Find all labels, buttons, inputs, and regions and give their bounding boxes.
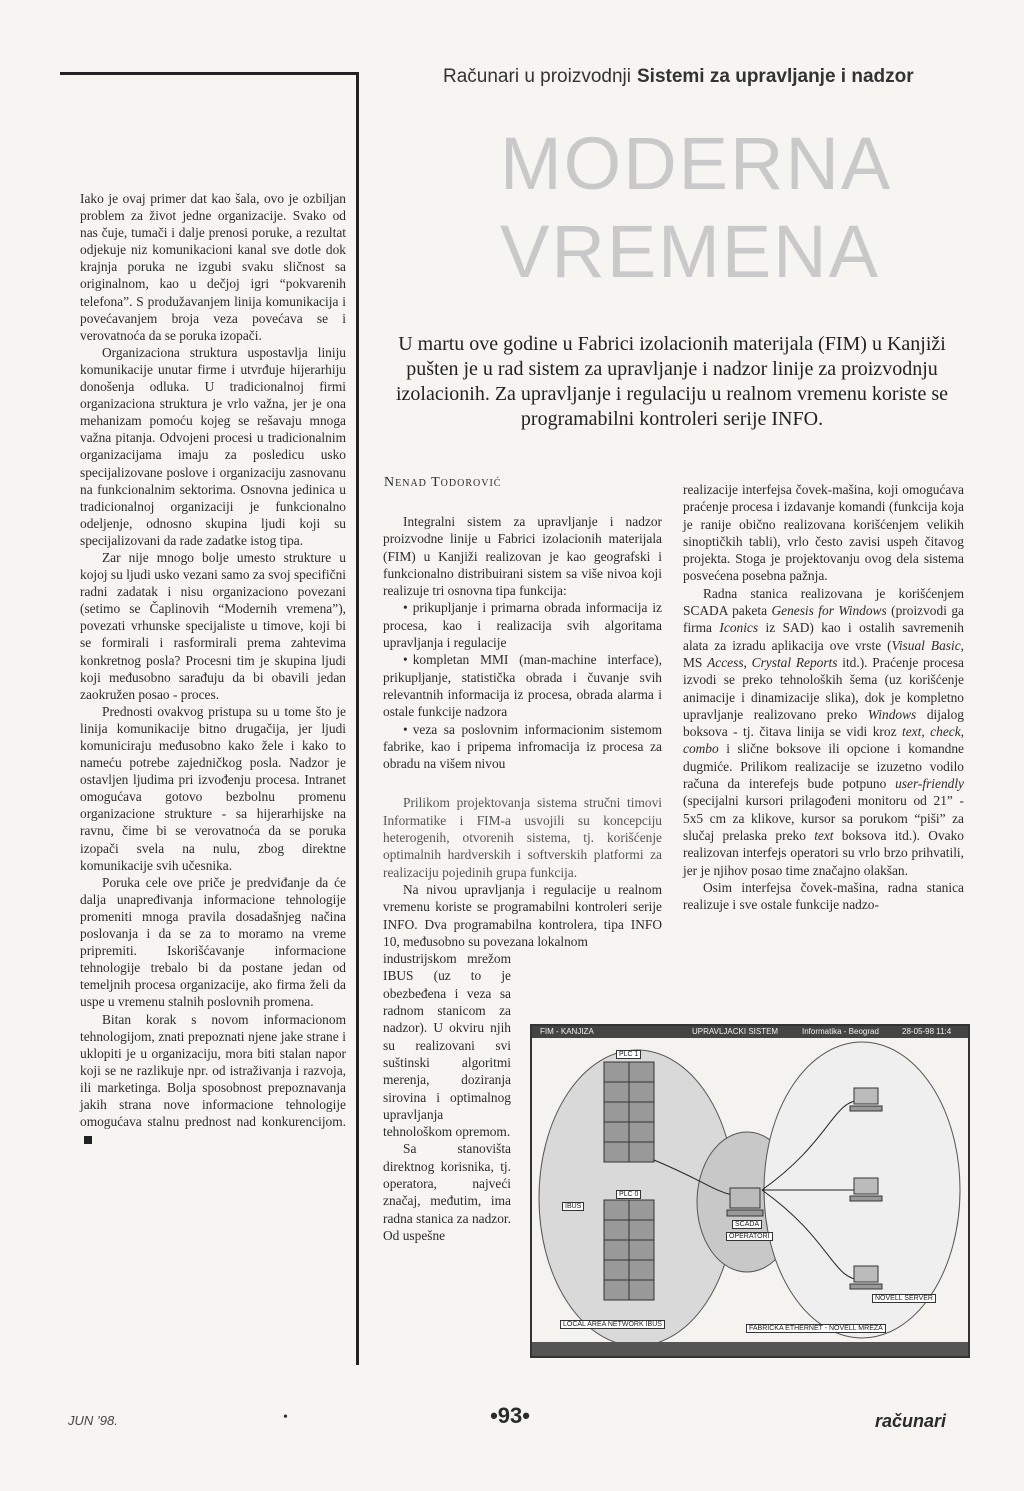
text-run: itd.). Praćenje procesa izvodi se preko tehnoloških šema (uz korišćenje animacije i dinamizacije slika), dok je kompletno upravljanje realizovano preko <box>683 654 964 722</box>
col3-paragraph <box>683 585 964 879</box>
footer-date: JUN ’98. <box>68 1413 118 1428</box>
text-run: (specijalni kursori prilagođeni monitoru od 21” - 5x5 cm za klikove, kursor sa porukom “piši” za slučaj prelaska preko <box>683 793 964 843</box>
scada-workstation-icon <box>727 1188 763 1216</box>
sidebar-paragraph: Iako je ovaj primer dat kao šala, ovo je ozbiljan problem za život jedne organizacije. Svako od nas čuje, tumači i dalje prenosi poruke, a rezultat odjekuje niz komunikacioni kanal sve dotle dok krajnja poruka ne izgubi svaku sličnost sa originalnom, kao u dečjoj igri “pokvarenih telefona”. S produžavanjem linija komunikacija i povećavanjem broja veza povećava se i verovatnoća da se poruka izopači. <box>80 191 346 343</box>
server-label: NOVELL SERVER <box>872 1294 936 1303</box>
text-run-italic: text <box>814 827 834 843</box>
text-run: iz SAD) kao i ostalih savremenih alata za izradu aplikacija ove vrste ( <box>683 620 964 653</box>
col2-narrow-paragraph: industrijskom mrežom IBUS (uz to je obezbeđena i veza sa radnom stanicom za nadzor). U okviru njih su realizovani svi suštinski algoritmi merenja, doziranja sirovina i optimalnog upravljanja tehnološkom opremom. <box>383 951 511 1140</box>
diagram-status-bar <box>532 1342 968 1356</box>
col2-intro: Integralni sistem za upravljanje i nadzor proizvodne linije u Fabrici izolacionih materijala (FIM) u Kanjiži realizovan je kao geografski i funkcionalno distribuirani sistem sa više nivoa koji realizuje tri osnovna tipa funkcija: <box>383 514 662 599</box>
footer-dot: • <box>283 1410 288 1425</box>
text-run-italic: Crystal Reports <box>751 654 838 670</box>
title-line-1: MODERNA <box>500 122 893 205</box>
list-item <box>383 599 662 651</box>
diagram-title-left: FIM - KANJIZA <box>540 1027 594 1036</box>
lan-left-label: LOCAL AREA NETWORK IBUS <box>560 1320 665 1329</box>
system-diagram <box>530 1024 970 1358</box>
list-item-text: kompletan MMI (man-machine interface), prikupljanje, statistička obrada i čuvanje svih relevantnih informacija iz procesa, obrada alarma i ostale funkcije nadzora <box>383 652 662 720</box>
article-title <box>500 120 893 296</box>
bullet-icon: • <box>403 721 408 737</box>
sidebar-paragraph: Organizaciona struktura uspostavlja liniju komunikacije unutar firme i utvrđuje hijerarhiju donošenja odluka. U tradicionalnoj firmi organizaciona struktura je vrlo važna, jer je ona mehanizam pomoću kojeg se rešavaju mnoga važna pitanja. Odvojeni procesi u tradicionalnim organizacijama imaju za posledicu usko specijalizovane poslove i organizaciju zasnovanu na funkcionalnim sektorima. Osnovna jedinica u tradicionalnoj organizaciji je funkcionalno odeljenje, odnosno skupina ljudi koji su specijalizovani da rade zadatke istog tipa. <box>80 344 346 548</box>
diagram-title-right: Informatika - Beograd <box>802 1027 879 1036</box>
plc0-label: PLC 0 <box>616 1190 641 1199</box>
plc-rack-0-icon <box>604 1200 654 1300</box>
diagram-title-bar <box>532 1026 968 1038</box>
title-line-2: VREMENA <box>500 210 880 293</box>
bullet-icon: • <box>403 600 408 616</box>
workstation-icon <box>850 1178 882 1201</box>
workstation-icon <box>850 1088 882 1111</box>
text-run-italic: Windows <box>867 706 917 722</box>
col3-paragraph: realizacije interfejsa čovek-mašina, koji omogućava praćenje procesa i izdavanje komandi (funkcija koja je ranije obično realizovana korišćenjem velikih sinoptičkih tabli), vrlo često zavisi uspeh čitavog projekta. Stoga je projektovanju ovog dela sistema posvećena posebna pažnja. <box>683 482 964 584</box>
text-run: dijalog boksova - tj. čitava linija se vidi kroz <box>683 706 965 740</box>
spacer <box>383 772 662 794</box>
col2-paragraph: Prilikom projektovanja sistema stručni timovi Informatike i FIM-a usvojili su koncepciju heterogenih, otvorenih sistema, tj. korišćenje optimalnih hardverskih i softverskih platformi za realizaciju pojedinih grupa funkcija. <box>383 795 662 880</box>
plc1-label: PLC 1 <box>616 1050 641 1059</box>
text-run-italic: Visual Basic <box>891 637 961 653</box>
text-run-italic: user-friendly <box>895 776 964 792</box>
col3-paragraph: Osim interfejsa čovek-mašina, radna stanica realizuje i sve ostale funkcije nadzo- <box>683 879 964 913</box>
text-run: boksova itd.). Ovako realizovan interfejs operatori su vrlo brzo prihvatili, jer je njihov posao time značajno olakšan. <box>683 827 964 878</box>
article-column-3 <box>683 481 964 913</box>
sidebar-paragraph: Zar nije mnogo bolje umesto strukture u kojoj su ljudi usko vezani samo za svoj specifični radni zadatak i nisu organizaciono povezani (setimo se Čaplinovih “Modernih vremena”), povezati vrhunske specijaliste u timove, koji bi se formirali i rasformirali prema zahtevima konkretnog posla? Procesni tim je skupina ljudi koji međusobno sarađuju da bi obavili jedan zaokružen posao - proces. <box>80 549 346 702</box>
text-run: (proizvodi ga firma <box>683 603 964 636</box>
col2-narrow-paragraph: Sa stanovišta direktnog korisnika, tj. operatora, najveći značaj, međutim, ima radna stanica za nadzor. Od uspešne <box>383 1141 511 1243</box>
diagram-title-mid: UPRAVLJACKI SISTEM <box>692 1027 779 1036</box>
list-item-text: veza sa poslovnim informacionim sistemom fabrike, kao i pripema infromacija iz procesa za obradu na višem nivou <box>383 721 662 772</box>
page-header <box>443 66 983 88</box>
list-item <box>383 651 662 720</box>
bullet-icon: • <box>403 652 408 668</box>
server-workstation-icon <box>850 1266 882 1289</box>
sidebar-paragraph: Poruka cele ove priče je predviđanje da će dalja unapređivanja informacione tehnologije promeniti mnoga pravila dosadašnjeg načina poslovanja i da se za to moramo na vreme pripremiti. Iskorišćavanje informacione tehnologije trebalo bi da postane jedan od temeljnih procesa organizacije, ako firma želi da uspe u vremenu stalnih poslovnih promena. <box>80 874 346 1010</box>
page-number: •93• <box>490 1403 530 1428</box>
scada-label: SCADA <box>732 1220 762 1229</box>
text-run: , <box>743 654 752 670</box>
section-label: Računari u proizvodnji <box>443 66 631 87</box>
text-run-italic: Iconics <box>719 620 759 636</box>
list-item <box>383 721 662 773</box>
sidebar-text <box>80 190 346 1147</box>
text-run-italic: Genesis for Windows <box>771 603 887 619</box>
text-run-italic: text, check, combo <box>683 724 964 757</box>
list-item-text: prikupljanje i primarna obrada informacija iz procesa, kao i realizacija svih algoritama upravljanja i regulacije <box>383 600 662 651</box>
lan-right-label: FABRICKA ETHERNET - NOVELL MREZA <box>746 1324 886 1333</box>
sidebar-paragraph-text: Bitan korak s novom informacionom tehnologijom, znati prepoznati njene jake strane i uklopiti je u organizaciju, mora biti stalan napor koji se ne razlikuje npr. od istraživanja i razvoja, ili marketinga. Bolja sposobnost prepoznavanja jakih strana nove informacione tehnologije omogućava stalnu prednost nad konkurencijom. <box>80 1011 346 1130</box>
author-byline: Nenad Todorović <box>384 475 502 490</box>
lead-paragraph: U martu ove godine u Fabrici izolacionih materijala (FIM) u Kanjiži pušten je u rad sistem za upravljanje i nadzor linije za proizvodnju izolacionih. Za upravljanje i regulaciju u realnom vremenu koriste se programabilni kontroleri serije INFO. <box>395 333 949 430</box>
plc-rack-1-icon <box>604 1062 654 1162</box>
text-run: , MS <box>683 637 965 670</box>
diagram-date: 28-05-98 11:4 <box>902 1027 952 1036</box>
sidebar-paragraph: Prednosti ovakvog pristupa su u tome što je linija komunikacije bitno drugačija, jer ljudi komuniciraju međusobno kako žele i kako to nameću potrebe zajedničkog posla. Nadzor je ostavljen ljudima pri izvođenju procesa. Intranet omogućava gotovo bezbolnu promenu organizacione strukture - sa hijerarhijske na ravnu, čime bi se verovatnoća da se poruka izopači svela na nulu, zbog direktne komunikacije svih učesnika. <box>80 703 346 873</box>
subsection-label: Sistemi za upravljanje i nadzor <box>637 66 914 87</box>
text-run: Radna stanica realizovana je korišćenjem SCADA paketa <box>683 585 964 619</box>
magazine-name: računari <box>875 1411 947 1431</box>
col2-paragraph: Na nivou upravljanja i regulacije u realnom vremenu koriste se programabilni kontroleri serije INFO. Dva programabilna kontrolera, tipa INFO 10, međusobno su povezana lokalnom <box>383 881 662 949</box>
ibus-label: IBUS <box>562 1202 584 1211</box>
sidebar-paragraph-last <box>80 1011 346 1148</box>
end-square-icon <box>84 1136 92 1144</box>
operator-label: OPERATORI <box>726 1232 773 1241</box>
text-run: i slične boksove ili opcione i komandne dugmiće. Prilikom realizacije se izuzetno vodilo računa da interefejs bude potpuno <box>683 741 964 792</box>
function-list <box>383 599 662 772</box>
text-run-italic: Access <box>707 654 744 670</box>
